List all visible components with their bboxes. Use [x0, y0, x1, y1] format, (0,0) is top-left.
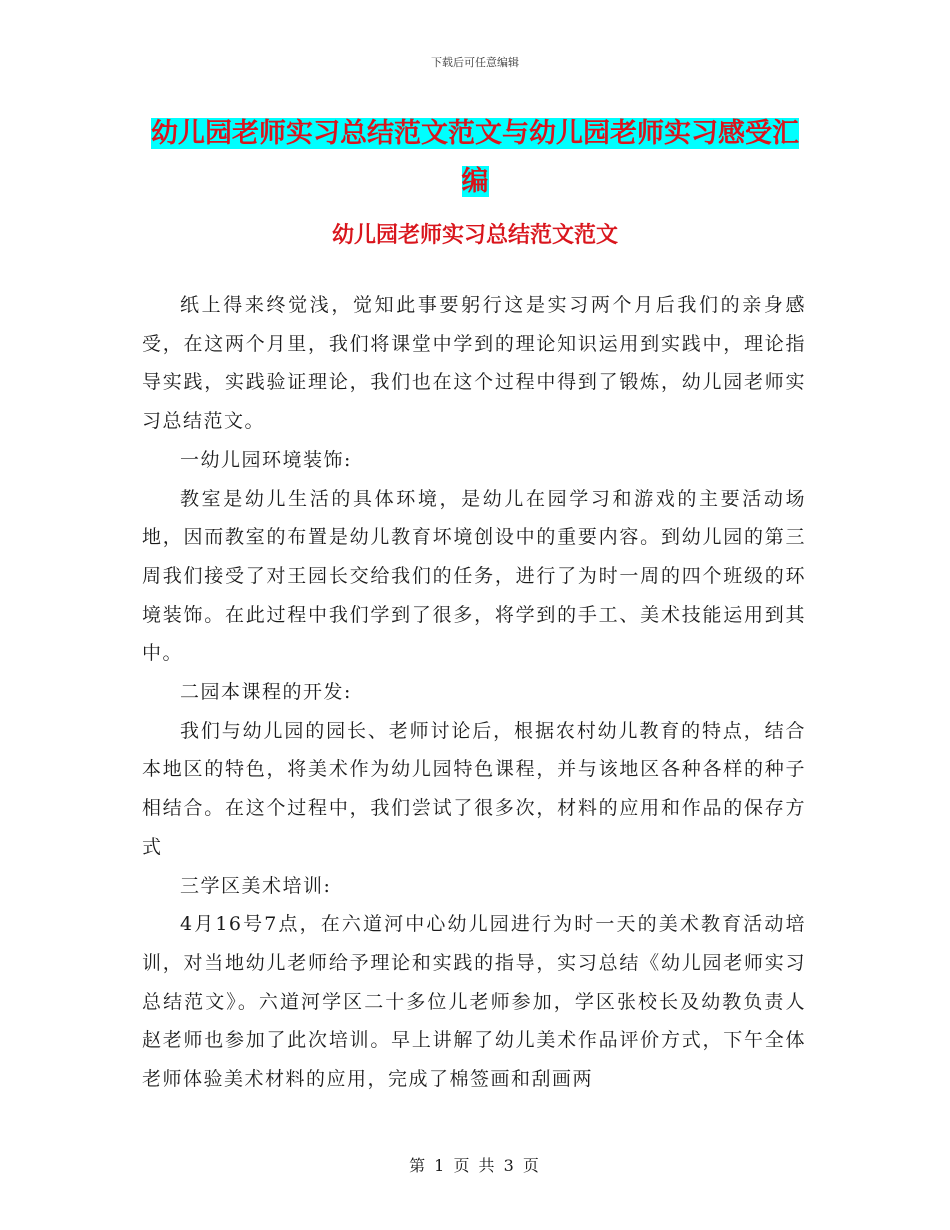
heading-curriculum: 二园本课程的开发: — [180, 681, 352, 704]
heading-training: 三学区美术培训: — [180, 874, 332, 897]
page-footer: 第 1 页 共 3 页 — [409, 1156, 541, 1175]
paragraph-curriculum: 我们与幼儿园的园长、老师讨论后，根据农村幼儿教育的特点，结合本地区的特色，将美术作为幼儿园特色课程，并与该地区各种各样的种子相结合。在这个过程中，我们尝试了很多次，材料的应用和作品的保存方式 — [142, 719, 806, 858]
paragraph-training: 4月16号7点，在六道河中心幼儿园进行为时一天的美术教育活动培训，对当地幼儿老师给予理论和实践的指导，实习总结《幼儿园老师实习总结范文》。六道河学区二十多位儿老师参加，学区张校长及幼教负责人赵老师也参加了此次培训。早上讲解了幼儿美术作品评价方式，下午全体老师体验美术材料的应用，完成了棉签画和刮画两 — [142, 913, 806, 1091]
document-title — [140, 110, 810, 206]
section-title: 幼儿园老师实习总结范文范文 — [331, 223, 618, 248]
document-title-text: 幼儿园老师实习总结范文范文与幼儿园老师实习感受汇编 — [151, 118, 799, 197]
paragraph-environment: 教室是幼儿生活的具体环境，是幼儿在园学习和游戏的主要活动场地，因而教室的布置是幼儿教育坏境创设中的重要内容。到幼儿园的第三周我们接受了对王园长交给我们的任务，进行了为时一周的四个班级的环境装饰。在此过程中我们学到了很多，将学到的手工、美术技能运用到其中。 — [142, 487, 806, 665]
paragraph-intro: 纸上得来终觉浅，觉知此事要躬行这是实习两个月后我们的亲身感受，在这两个月里，我们将课堂中学到的理论知识运用到实践中，理论指导实践，实践验证理论，我们也在这个过程中得到了锻炼，幼儿园老师实习总结范文。 — [142, 294, 806, 433]
document-body — [142, 286, 806, 1099]
header-note: 下载后可任意编辑 — [431, 56, 519, 69]
heading-environment: 一幼儿园环境装饰: — [180, 448, 352, 471]
